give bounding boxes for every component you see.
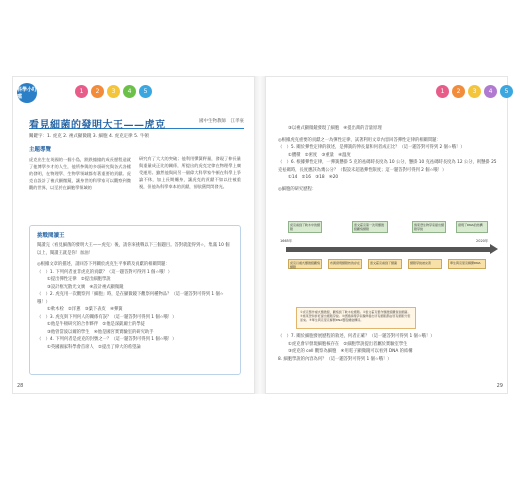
challenge-box [29, 225, 241, 375]
article-title: 看見細菌的發明大王——虎克 [29, 120, 166, 131]
question-7-options-a: ①虎克會早發現細胞核存在 ②細胞學說提出者屬於實驗室學生 [288, 341, 408, 347]
intro-column-1 [29, 145, 131, 191]
timeline-event-bottom: 華生與克里克解開DNA [448, 259, 486, 269]
challenge-heading: 挑戰閱讀王 [37, 233, 65, 239]
level-dot: 5 [139, 85, 152, 98]
question-block-intro: ◎根據文章的描述，請回答下列關於虎克生平事蹟及貢獻的相關問題： [37, 262, 170, 267]
level-dot: 1 [436, 85, 449, 98]
cell-research-timeline [276, 219, 502, 289]
author-line: 國中生物教師 江孝豪 [199, 119, 244, 124]
page-number-left: 28 [17, 383, 24, 389]
level-dot: 2 [452, 85, 465, 98]
question-2-options: ①軟木栓 ②洋蔥 ③葉下表皮 ④彈簧 [47, 307, 123, 312]
question-block-2-intro: ◎根據虎克重要的貢獻之一為彈性定律，試著利用文章內容回答彈性定律的相關問題： [278, 137, 441, 143]
right-questions-bottom [278, 333, 500, 363]
question-6: （ ）6. 根據彈性定律，一彈簧懸掛 5 克的祛碼時長度為 10 公分，懸掛 10 克祛碼時長度為 12 公分，則懸掛 25 克祛碼時，長度應該為幾公分？（假設未超過彈性限度；這一題答對可得到 2 個☆哦！） [278, 160, 497, 173]
question-8: 8. 細胞學說的內容為何？（這一題答對可得到 1 個☆哦！） [278, 356, 392, 362]
page-number-right: 29 [496, 383, 503, 389]
timeline-note-box: ①虎克製作複式顯微鏡，觀察到了軟木栓細胞。②雷文霍克製作顯微鏡觀察到細菌。③施萊登和許旺提出細胞學說。④德國病理學家魏修提出所有細胞都由原有細胞分裂而來。⑤華生與克里克解開DNA雙股螺旋構造。 [296, 307, 416, 329]
timeline-event-bottom: 布朗發現細胞核的存在 [328, 259, 362, 269]
level-dot: 1 [75, 85, 88, 98]
timeline-event-top: 雷文霍克第一次用顯微鏡觀察細胞 [352, 221, 388, 233]
book-spread [12, 76, 508, 394]
level-dot: 5 [500, 85, 513, 98]
question-5: （ ）5. 關於彈性定律的敘述，是彈簧的伸長量和何者成正比？（這一題答對可得到 2 個☆哦！） [278, 145, 465, 150]
question-1-options-a: ①提出彈性定律 ②提出細胞學說 [47, 277, 111, 282]
timeline-heading: ◎細胞的研究歷程： [278, 186, 317, 192]
timeline-event-top: 虎克看到了軟木中的細胞 [290, 223, 321, 231]
question-6-options: ①14 ②16 ③18 ④20 [288, 175, 339, 180]
timeline-year-start: 1665年 [280, 239, 293, 243]
timeline-event-bottom: 細胞學說被完善 [408, 259, 442, 269]
book-gutter [255, 76, 265, 394]
question-5-options: ①體積 ②密度 ③重量 ④溫度 [288, 152, 351, 158]
timeline-event-bottom: 虎克以複式顯微鏡觀察細胞 [290, 261, 321, 269]
magazine-logo: 科學小叮噹 [17, 83, 37, 103]
level-dot: 4 [484, 85, 497, 98]
timeline-event-top: 施萊登生物學家提出細胞學說 [414, 223, 445, 231]
intro-heading: 主題導覽 [29, 147, 52, 153]
level-dot: 3 [468, 85, 481, 98]
question-7: （ ）7. 關於細胞發展歷程的敘述，何者正確？（這一題答對可得到 1 個☆哦！） [278, 334, 435, 339]
timeline-year-end: 2020年 [476, 239, 489, 243]
question-1: （ ）1. 下列何者並非虎克的貢獻？（這一題答對可得到 1 個☆哦！） [37, 269, 173, 275]
intro-text-1: 虎克出生在英國的一個小島，跌跌撞撞的成長歷程造就了他博學多才的人生，他所參與的多項研究與各式各樣的發明，在物理學、生物學領域都有著重要的貢獻。虎克自設計了複式顯微鏡，讓身世的科學家可以觀察到微觀的世界，以至於在細胞學領域的 [29, 157, 131, 190]
question-4: （ ）4. 下列何者是虎克的封號之一？（這一題答對可得到 1 個☆哦！） [37, 337, 177, 342]
timeline-bar [286, 247, 492, 252]
question-4-options-b: ③以複式顯微鏡發現了細胞 ④提出萬的音量原理 [288, 126, 382, 131]
question-3-options-b: ③他曾當波以爾的學生 ④他是國宮實實驗室的研究助手 [47, 329, 154, 335]
level-dot: 3 [107, 85, 120, 98]
challenge-intro: 閱讀完〈看見細菌的發明大王——虎克〉後，請你來挑戰以下三個題目。答對就能得到☆，集滿 10 個以上，閱讀王就是你！加油！ [37, 243, 230, 256]
intro-column-2 [139, 155, 241, 190]
article-title-row [29, 113, 244, 129]
question-1-options-b: ③設計框光散光文廣 ④設計複式顯微鏡 [47, 284, 124, 290]
level-dots-right [436, 85, 513, 98]
right-page [265, 76, 508, 394]
timeline-event-top: 發現了DNA的結構 [456, 221, 488, 233]
question-3-options-a: ①他是牛頓研究的合作夥伴 ②他是深凱爾士的學徒 [47, 322, 145, 327]
level-dots-left [75, 85, 152, 98]
right-questions-top [278, 125, 500, 193]
intro-text-2: 研究有了大大的突破；他利用彈簧秤量，發現了伸長量與重量成正比的關係，所提出的虎克定律在物理學上廣受運用。雖然他與同另一個偉大科學家牛頓在科學上爭論不休，加上長期纏身，讓虎克的貢獻不如以往被重視，但他為科學奉本的貢獻，卻依舊閃閃發光。 [139, 156, 241, 189]
question-4-options: ①英國國家科學會首席人 ②提出了偉大的希望論 [47, 344, 141, 350]
level-dot: 4 [123, 85, 136, 98]
left-page [12, 76, 255, 394]
question-2: （ ）2. 虎克用一次觀察到「細胞」時，是在顯微鏡下觀察何種物品？（這一題答對可得到 1 個☆哦！） [37, 292, 224, 305]
question-7-options-b: ③虎克的 cell 觀察為細胞 ④用電子顯微鏡可以看到 DNA 的結構 [288, 349, 413, 354]
timeline-event-bottom: 雷文霍克看到了細菌 [368, 259, 402, 269]
level-dot: 2 [91, 85, 104, 98]
keywords-line: 關鍵字：1. 虎克 2. 複式顯微鏡 3. 細胞 4. 虎克定律 5. 牛頓 [29, 134, 149, 139]
question-3: （ ）3. 虎克與下列何人的關係有誤？（這一題答對可得到 1 個☆哦！） [37, 314, 177, 320]
timeline-arrow-icon [490, 244, 498, 254]
